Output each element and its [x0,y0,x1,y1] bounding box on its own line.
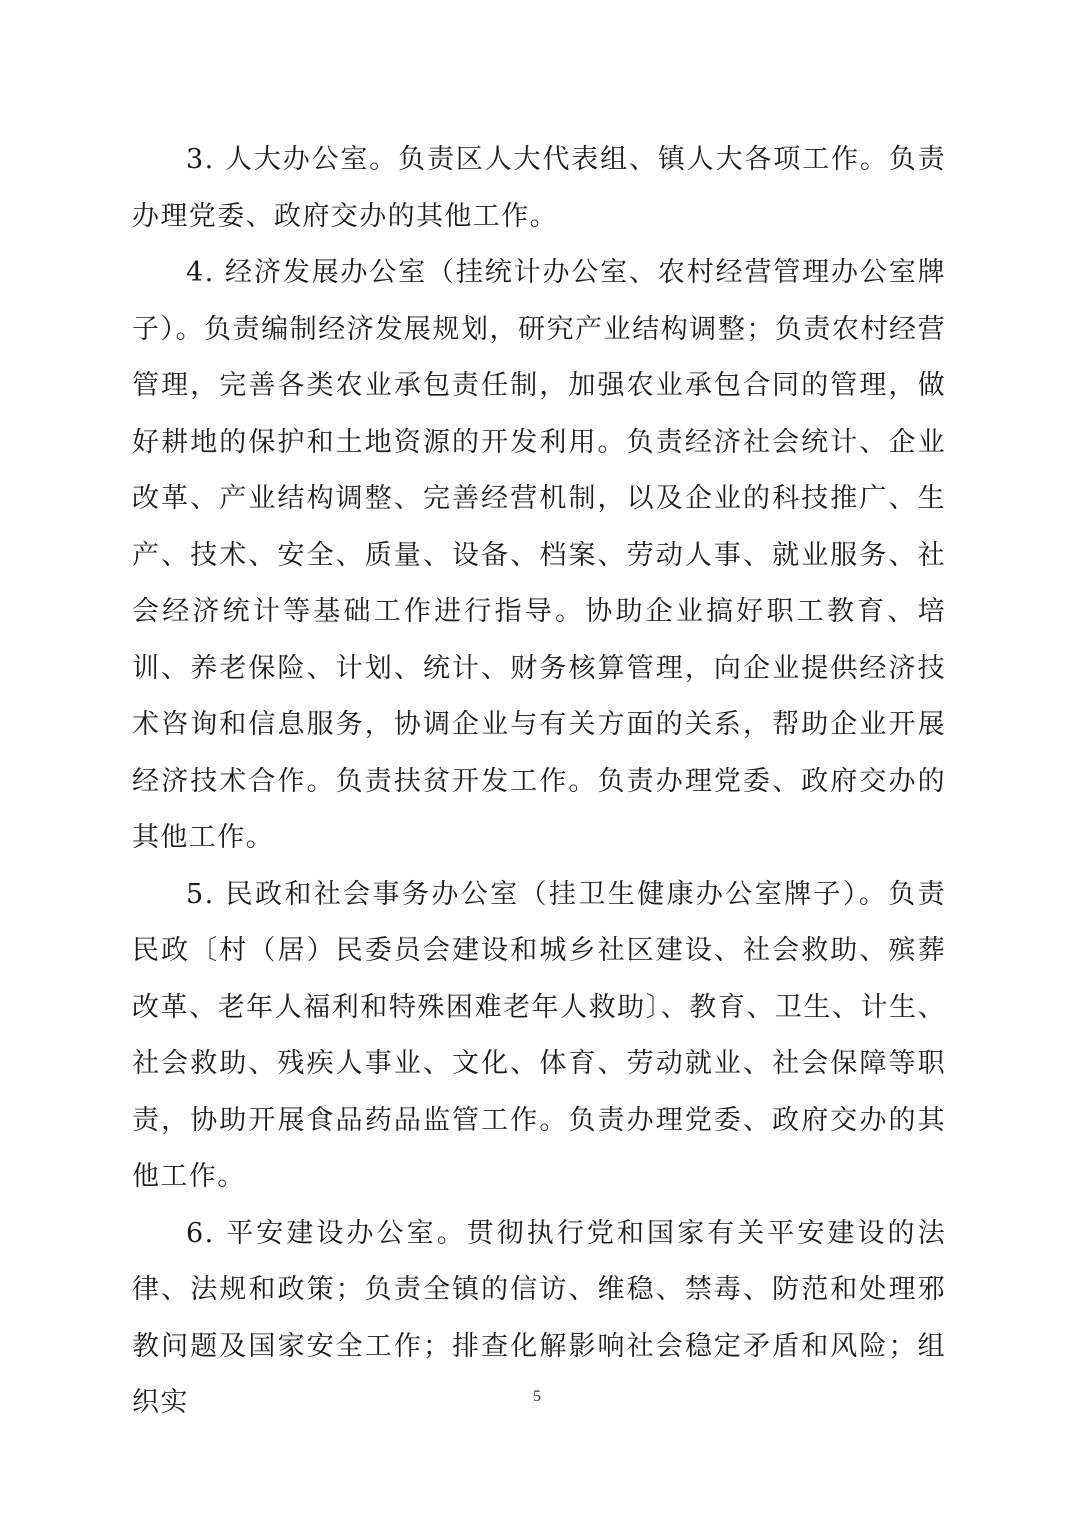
paragraph-economic-development-office: 4. 经济发展办公室（挂统计办公室、农村经营管理办公室牌子）。负责编制经济发展规划，研究产业结构调整；负责农村经营管理，完善各类农业承包责任制，加强农业承包合同的管理，做好耕地的保护和土地资源的开发利用。负责经济社会统计、企业改革、产业结构调整、完善经营机制，以及企业的科技推广、生产、技术、安全、质量、设备、档案、劳动人事、就业服务、社会经济统计等基础工作进行指导。协助企业搞好职工教育、培训、养老保险、计划、统计、财务核算管理，向企业提供经济技术咨询和信息服务，协调企业与有关方面的关系，帮助企业开展经济技术合作。负责扶贫开发工作。负责办理党委、政府交办的其他工作。 [132,257,946,853]
paragraph-public-security-office: 6. 平安建设办公室。贯彻执行党和国家有关平安建设的法律、法规和政策；负责全镇的信访、维稳、禁毒、防范和处理邪教问题及国家安全工作；排查化解影响社会稳定矛盾和风险；组织实 [132,1217,946,1418]
body-text [132,132,946,1432]
page-number: 5 [533,1388,541,1405]
paragraph-people-congress-office: 3. 人大办公室。负责区人大代表组、镇人大各项工作。负责办理党委、政府交办的其他工作。 [132,144,946,232]
paragraph-civil-affairs-office: 5. 民政和社会事务办公室（挂卫生健康办公室牌子）。负责民政〔村（居）民委员会建设和城乡社区建设、社会救助、殡葬改革、老年人福利和特殊困难老年人救助〕、教育、卫生、计生、社会救助、残疾人事业、文化、体育、劳动就业、社会保障等职责，协助开展食品药品监管工作。负责办理党委、政府交办的其他工作。 [132,878,946,1192]
